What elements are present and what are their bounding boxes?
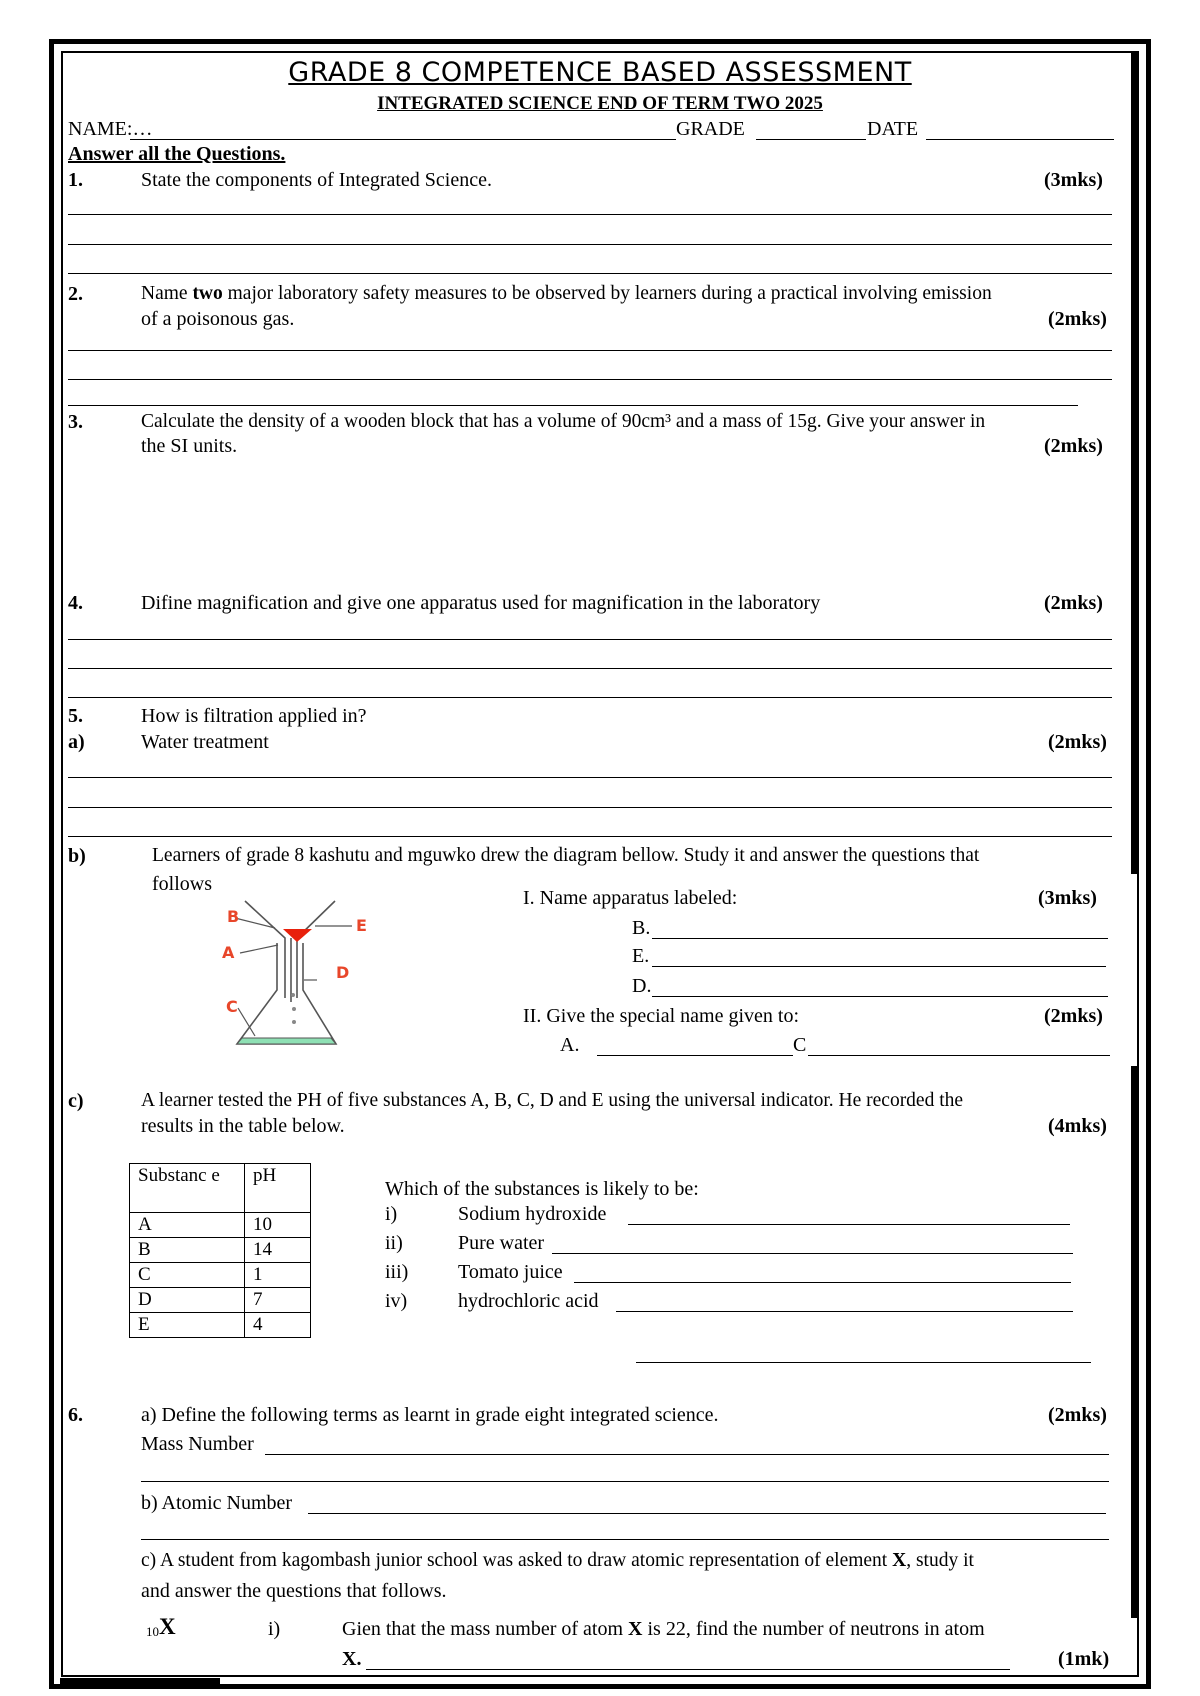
q4-answer-line-1[interactable] <box>68 639 1112 640</box>
q6b-text: b) Atomic Number <box>141 1492 293 1514</box>
q4-marks: (2mks) <box>1044 592 1103 614</box>
q2-marks: (2mks) <box>1048 308 1107 330</box>
date-field[interactable] <box>926 117 1114 140</box>
filtrate-drop <box>292 1007 296 1011</box>
q2-answer-line-1[interactable] <box>68 350 1112 351</box>
q1-answer-line-2[interactable] <box>68 244 1112 245</box>
q5b-item-c: C <box>793 1034 807 1056</box>
q3-answer-space[interactable] <box>141 460 1111 580</box>
table-row <box>130 1288 311 1313</box>
q3-marks: (2mks) <box>1044 435 1103 457</box>
table-row <box>130 1238 311 1263</box>
q5c-option-text: hydrochloric acid <box>458 1290 599 1312</box>
filtrate-liquid <box>237 1038 336 1044</box>
q6a-marks: (2mks) <box>1048 1404 1107 1426</box>
q2-text: Name two major laboratory safety measures to be observed by learners during a practical involving emission <box>141 283 992 304</box>
name-field[interactable] <box>130 117 676 140</box>
q5b-item-d-field[interactable] <box>652 974 1108 997</box>
table-cell: 1 <box>245 1263 311 1288</box>
q5a-number: a) <box>68 731 85 753</box>
q5b-text-line2: follows <box>152 873 212 895</box>
filter-funnel <box>245 901 335 1002</box>
q6c-i-number: i) <box>268 1618 281 1640</box>
table-cell: E <box>130 1313 245 1338</box>
q1-marks: (3mks) <box>1044 169 1103 191</box>
table-cell: B <box>130 1238 245 1263</box>
q5c-option-field[interactable] <box>616 1289 1073 1312</box>
page-title: GRADE 8 COMPETENCE BASED ASSESSMENT <box>288 57 912 88</box>
filtrate-drop <box>292 1020 296 1024</box>
q5c-option-text: Pure water <box>458 1232 545 1254</box>
q6c-i-text-line2: X. <box>342 1648 362 1670</box>
q5c-number: c) <box>68 1090 84 1112</box>
q5c-option-text: Sodium hydroxide <box>458 1203 607 1225</box>
q5b-number: b) <box>68 845 86 867</box>
atomic-symbol-x <box>146 1614 176 1640</box>
q1-answer-line-1[interactable] <box>68 214 1112 215</box>
table-cell: 4 <box>245 1313 311 1338</box>
diagram-label-d: D <box>336 963 350 982</box>
border-shadow-right-bottom <box>1131 1066 1139 1618</box>
diagram-label-c: C <box>226 997 238 1016</box>
q6b-line-2[interactable] <box>141 1539 1109 1540</box>
q5a-answer-line-3[interactable] <box>68 836 1112 837</box>
border-shadow-right-top <box>1131 52 1139 874</box>
q6-mass-number-field[interactable] <box>265 1432 1109 1455</box>
table-cell: 7 <box>245 1288 311 1313</box>
q5a-answer-line-2[interactable] <box>68 807 1112 808</box>
q5b-text: Learners of grade 8 kashutu and mguwko drew the diagram bellow. Study it and answer the questions that <box>152 845 980 866</box>
q6c-text: c) A student from kagombash junior school was asked to draw atomic representation of element X, study it <box>141 1550 974 1571</box>
page-subtitle: INTEGRATED SCIENCE END OF TERM TWO 2025 <box>377 93 823 114</box>
element-symbol: X <box>159 1614 176 1639</box>
q5b-item-c-field[interactable] <box>808 1033 1110 1056</box>
conical-flask <box>237 943 336 1044</box>
filtrate-drop <box>291 993 295 997</box>
q5c-option-num: ii) <box>385 1232 403 1254</box>
q5c-text-line2: results in the table below. <box>141 1115 345 1137</box>
q6-number: 6. <box>68 1404 83 1426</box>
q6-mass-number-line-2[interactable] <box>141 1481 1109 1482</box>
q1-text: State the components of Integrated Science. <box>141 169 492 191</box>
q5a-marks: (2mks) <box>1048 731 1107 753</box>
q3-text-line2: the SI units. <box>141 435 238 457</box>
q6a-text: a) Define the following terms as learnt in grade eight integrated science. <box>141 1404 719 1426</box>
table-row <box>130 1213 311 1238</box>
q3-text: Calculate the density of a wooden block that has a volume of 90cm³ and a mass of 15g. Give your answer in <box>141 411 986 432</box>
name-label: NAME:… <box>68 118 153 140</box>
q5c-option-field[interactable] <box>628 1202 1070 1225</box>
q5b-item-e: E. <box>632 945 650 967</box>
table-cell: D <box>130 1288 245 1313</box>
q5a-text: Water treatment <box>141 731 269 753</box>
q5c-option-text: Tomato juice <box>458 1261 563 1283</box>
filter-paper-residue <box>283 929 312 942</box>
q5b-item-b: B. <box>632 917 651 939</box>
diagram-label-e: E <box>356 916 367 935</box>
date-label: DATE <box>867 118 919 140</box>
q6c-text-line2: and answer the questions that follows. <box>141 1580 447 1602</box>
q5b-item-e-field[interactable] <box>652 944 1106 967</box>
q1-number: 1. <box>68 169 83 191</box>
table-header-row <box>130 1164 311 1213</box>
q6-mass-number-label: Mass Number <box>141 1433 254 1455</box>
q5-text: How is filtration applied in? <box>141 705 367 727</box>
q4-text: Difine magnification and give one apparatus used for magnification in the laboratory <box>141 592 821 614</box>
diagram-label-a: A <box>222 943 235 962</box>
ph-table <box>129 1163 311 1338</box>
table-header-ph: pH <box>245 1164 311 1213</box>
q5b-part1-text: I. Name apparatus labeled: <box>523 887 738 909</box>
instructions: Answer all the Questions. <box>68 143 286 165</box>
q5a-answer-line-1[interactable] <box>68 777 1112 778</box>
q5b-item-d: D. <box>632 975 652 997</box>
q5b-part2-marks: (2mks) <box>1044 1005 1103 1027</box>
border-shadow-bottom <box>60 1678 220 1684</box>
table-cell: 10 <box>245 1213 311 1238</box>
q5c-text: A learner tested the PH of five substances A, B, C, D and E using the universal indicator. He recorded the <box>141 1090 964 1111</box>
q4-number: 4. <box>68 592 83 614</box>
q5-number: 5. <box>68 705 83 727</box>
q5c-marks: (4mks) <box>1048 1115 1107 1137</box>
diagram-label-b: B <box>227 907 240 926</box>
table-row <box>130 1313 311 1338</box>
q6c-i-text: Gien that the mass number of atom X is 22, find the number of neutrons in atom <box>342 1618 985 1640</box>
q5c-option-field[interactable] <box>552 1231 1073 1254</box>
table-header-substance: Substanc e <box>130 1164 245 1213</box>
q2-text-line2: of a poisonous gas. <box>141 308 295 330</box>
q5c-prompt: Which of the substances is likely to be: <box>385 1178 699 1200</box>
grade-field[interactable] <box>756 117 866 140</box>
q2-answer-line-3[interactable] <box>68 405 1078 406</box>
q5b-item-a: A. <box>560 1034 580 1056</box>
q5b-part1-marks: (3mks) <box>1038 887 1097 909</box>
q6c-i-field[interactable] <box>366 1647 1010 1670</box>
q5c-option-field[interactable] <box>574 1260 1071 1283</box>
q5b-part2-text: II. Give the special name given to: <box>523 1005 800 1027</box>
q1-answer-line-3[interactable] <box>68 273 1112 274</box>
q6b-field[interactable] <box>308 1491 1106 1514</box>
q5b-item-b-field[interactable] <box>652 916 1108 939</box>
q5b-item-a-field[interactable] <box>597 1033 793 1056</box>
q3-number: 3. <box>68 411 83 433</box>
grade-label: GRADE <box>676 118 745 140</box>
table-cell: 14 <box>245 1238 311 1263</box>
filtration-diagram <box>215 898 375 1050</box>
q4-answer-line-2[interactable] <box>68 668 1112 669</box>
q2-number: 2. <box>68 283 83 305</box>
table-row <box>130 1263 311 1288</box>
q2-answer-line-2[interactable] <box>68 379 1112 380</box>
table-cell: C <box>130 1263 245 1288</box>
q6c-i-marks: (1mk) <box>1058 1648 1110 1670</box>
q4-answer-line-3[interactable] <box>68 697 1112 698</box>
table-cell: A <box>130 1213 245 1238</box>
q5c-option-num: iv) <box>385 1290 408 1312</box>
atomic-number-subscript: 10 <box>146 1624 159 1639</box>
q5c-extra-line[interactable] <box>636 1362 1091 1363</box>
q5c-option-num: i) <box>385 1203 398 1225</box>
q5c-option-num: iii) <box>385 1261 409 1283</box>
